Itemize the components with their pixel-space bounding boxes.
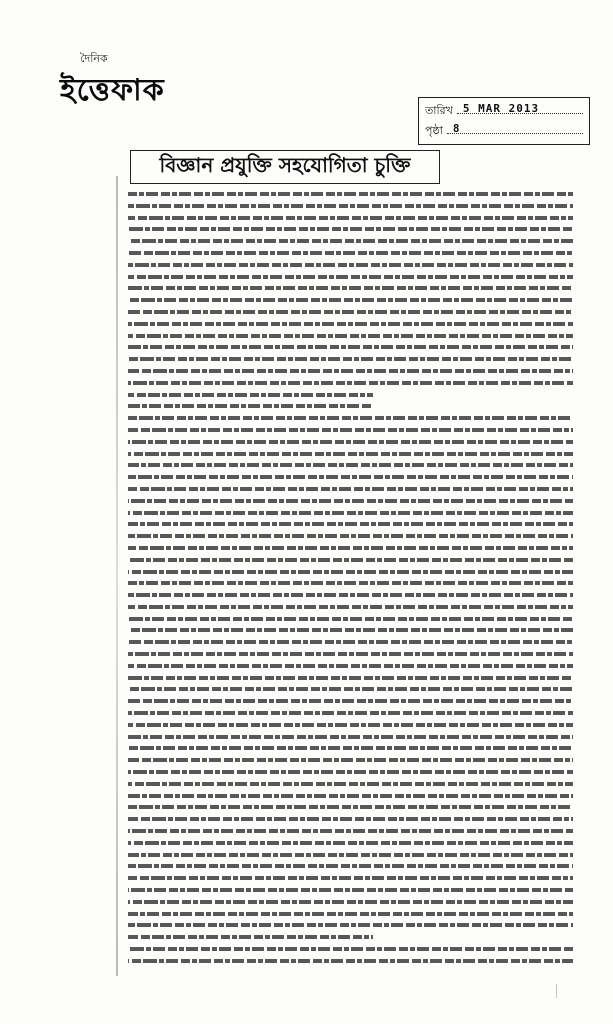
scan-mark <box>556 984 567 998</box>
article-body-line <box>128 381 573 385</box>
stamp-page-row <box>425 121 583 141</box>
article-body-line <box>128 805 573 809</box>
article-body-line <box>128 452 573 456</box>
stamp-date-row <box>425 101 583 121</box>
article-body-line <box>128 687 573 691</box>
article-body-line <box>128 817 573 821</box>
stamp-page-label: পৃষ্ঠা <box>425 124 443 137</box>
article-body-line <box>128 782 573 786</box>
article-body-line <box>128 605 573 609</box>
article-body-line <box>128 345 573 349</box>
article-body-line <box>128 416 573 420</box>
date-stamp-box <box>418 97 590 145</box>
article-body-line <box>128 640 573 644</box>
article-headline: বিজ্ঞান প্রযুক্তি সহযোগিতা চুক্তি <box>159 152 411 177</box>
article-body-line <box>128 593 573 597</box>
article-body-line <box>128 935 373 939</box>
article-body-line <box>128 829 573 833</box>
article-body-line <box>128 204 573 208</box>
article-body-line <box>128 546 573 550</box>
article-body-line <box>128 888 573 892</box>
article-body-line <box>128 876 573 880</box>
article-body-line <box>128 676 573 680</box>
article-body-line <box>128 923 573 927</box>
article-body-line <box>128 298 573 302</box>
article-body-line <box>128 369 573 373</box>
article-body-line <box>128 699 573 703</box>
article-body-line <box>128 746 573 750</box>
article-body-line <box>128 570 573 574</box>
article-body <box>128 192 573 971</box>
article-body-line <box>128 912 573 916</box>
article-body-line <box>128 192 573 196</box>
article-body-line <box>128 357 573 361</box>
stamp-page-value: 8 <box>452 122 461 135</box>
article-body-line <box>128 227 573 231</box>
article-body-line <box>128 794 573 798</box>
article-body-line <box>128 628 573 632</box>
article-body-line <box>128 334 573 338</box>
clipping-edge <box>116 176 118 976</box>
article-body-line <box>128 534 573 538</box>
article-body-line <box>128 263 573 267</box>
article-body-line <box>128 947 573 951</box>
article-body-line <box>128 664 573 668</box>
article-body-line <box>128 522 573 526</box>
article-body-line <box>128 404 373 408</box>
article-body-line <box>128 723 573 727</box>
article-body-line <box>128 393 373 397</box>
article-body-line <box>128 511 573 515</box>
article-body-line <box>128 251 573 255</box>
article-body-line <box>128 475 573 479</box>
article-body-line <box>128 581 573 585</box>
article-body-line <box>128 286 573 290</box>
headline-box <box>130 150 440 184</box>
masthead-prefix: দৈনিক <box>80 52 108 65</box>
article-body-line <box>128 275 573 279</box>
article-body-line <box>128 652 573 656</box>
article-body-line <box>128 758 573 762</box>
article-body-line <box>128 440 573 444</box>
article-body-line <box>128 770 573 774</box>
article-body-line <box>128 216 573 220</box>
stamp-date-label: তারিখ <box>425 104 453 117</box>
article-body-line <box>128 239 573 243</box>
article-body-line <box>128 711 573 715</box>
stamp-date-line <box>457 101 583 114</box>
article-body-line <box>128 463 573 467</box>
article-body-line <box>128 900 573 904</box>
article-body-line <box>128 558 573 562</box>
article-body-line <box>128 322 573 326</box>
article-body-line <box>128 428 573 432</box>
article-body-line <box>128 487 573 491</box>
article-body-line <box>128 499 573 503</box>
article-body-line <box>128 853 573 857</box>
stamp-date-value: 5 MAR 2013 <box>462 102 540 115</box>
article-body-line <box>128 310 573 314</box>
article-body-line <box>128 864 573 868</box>
article-body-line <box>128 735 573 739</box>
article-body-line <box>128 617 573 621</box>
newspaper-masthead: ইত্তেফাক <box>60 73 165 108</box>
article-body-line <box>128 841 573 845</box>
stamp-page-line <box>447 121 583 134</box>
article-body-line <box>128 959 573 963</box>
